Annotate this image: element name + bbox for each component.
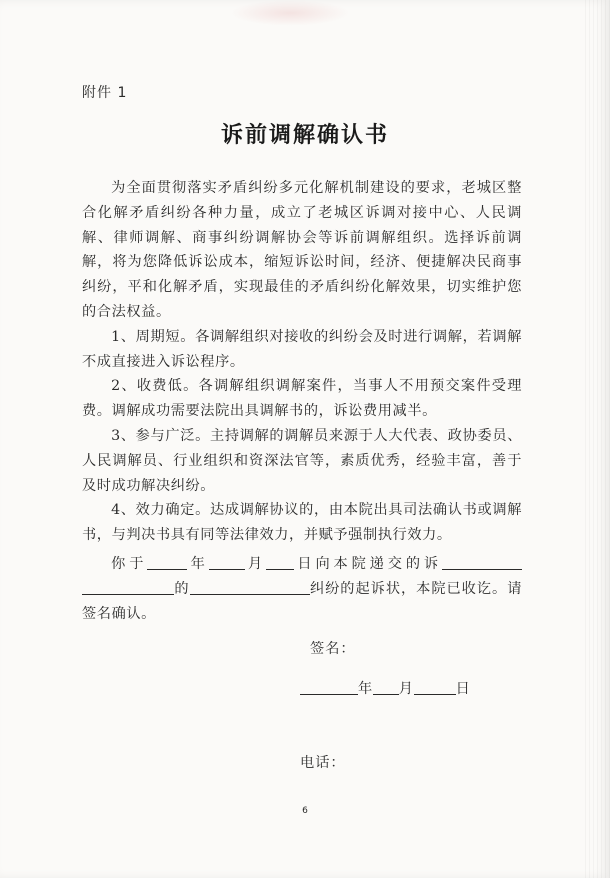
faint-stamp-mark xyxy=(230,0,350,26)
confirm-text-4: 日向本院递交的诉 xyxy=(294,555,443,572)
dispute-type-blank xyxy=(190,580,310,595)
point-2-paragraph: 2、收费低。各调解组织调解案件，当事人不用预交案件受理费。调解成功需要法院出具调解书的，诉讼费用减半。 xyxy=(82,378,522,420)
sign-year-label: 年 xyxy=(358,681,373,697)
phone-label: 电话： xyxy=(300,755,346,771)
signature-line xyxy=(310,638,356,658)
attachment-label: 附件 1 xyxy=(82,85,128,101)
confirm-text-6: 纠纷的起诉状，本院已收讫。请签名确认。 xyxy=(82,580,522,622)
document-title: 诉前调解确认书 xyxy=(220,122,389,148)
year-blank xyxy=(147,555,187,570)
confirm-text-2: 年 xyxy=(187,555,209,572)
sign-month-blank xyxy=(373,680,399,695)
day-blank xyxy=(266,555,294,570)
confirm-text-1: 你于 xyxy=(111,555,148,572)
confirmation-paragraph xyxy=(82,552,522,626)
signature-label: 签名： xyxy=(310,641,356,657)
point-4-paragraph: 4、效力确定。达成调解协议的，由本院出具司法确认书或调解书，与判决书具有同等法律效力，并赋予强制执行效力。 xyxy=(82,502,522,544)
sign-year-blank xyxy=(300,680,358,695)
date-line xyxy=(300,678,470,698)
point-1-paragraph: 1、周期短。各调解组织对接收的纠纷会及时进行调解，若调解不成直接进入诉讼程序。 xyxy=(82,328,522,370)
page-number: 6 xyxy=(302,806,308,816)
litigant-blank xyxy=(442,555,522,570)
confirm-text-5: 的 xyxy=(174,580,190,597)
intro-paragraph: 为全面贯彻落实矛盾纠纷多元化解机制建设的要求，老城区整合化解矛盾纠纷各种力量，成立了老城区诉调对接中心、人民调解、律师调解、商事纠纷调解协会等诉前调解组织。选择诉前调解，将为您降低诉讼成本，缩短诉讼时间，经济、便捷解决民商事纠纷，平和化解矛盾，实现最佳的矛盾纠纷化解效果，切实维护您的合法权益。 xyxy=(82,180,522,320)
sign-month-label: 月 xyxy=(398,681,414,697)
point-3-paragraph: 3、参与广泛。主持调解的调解员来源于人大代表、政协委员、人民调解员、行业组织和资深法官等，素质优秀，经验丰富，善于及时成功解决纠纷。 xyxy=(82,427,522,494)
phone-line xyxy=(300,752,346,772)
confirm-text-3: 月 xyxy=(244,555,267,572)
sign-day-label: 日 xyxy=(455,681,471,697)
month-blank xyxy=(209,555,245,570)
document-body xyxy=(82,176,522,626)
party-blank xyxy=(82,580,174,595)
sign-day-blank xyxy=(414,680,456,695)
